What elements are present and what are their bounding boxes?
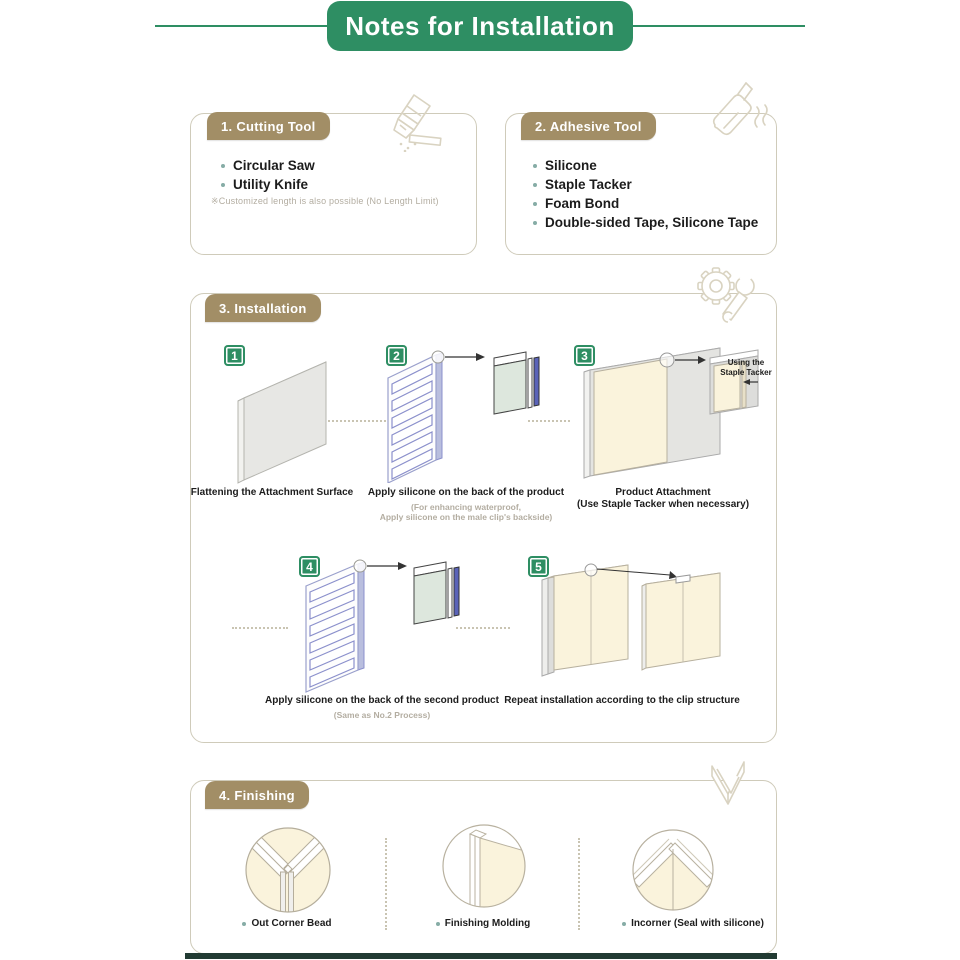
step-2-caption [356,487,576,522]
section-title-installation-label: 3. Installation [219,300,307,316]
caption-subtext: (Same as No.2 Process) [333,709,431,720]
finishing-item-caption [598,918,788,929]
out-corner-bead-diagram [243,825,333,915]
list-item [533,156,758,175]
list-item-label: Silicone [545,158,597,173]
list-item [221,156,315,175]
step-number-label: 1 [231,348,238,363]
finishing-separator [578,838,580,930]
finishing-item-caption [393,918,573,929]
step-separator [456,627,510,629]
list-item-label: Circular Saw [233,158,315,173]
footer-bar [185,953,777,959]
silicone-gun-icon [694,80,774,154]
finishing-item-caption [197,918,377,929]
caption-text: Flattening the Attachment Surface [190,487,354,498]
annotation-line: Staple Tacker [720,368,772,377]
caption-subtext: Apply silicone on the male clip's backside) [379,511,553,522]
finishing-separator [385,838,387,930]
finishing-molding-diagram [440,822,528,910]
page-title-label: Notes for Installation [345,10,615,41]
bullet-icon [622,922,626,926]
finishing-item-label: Incorner (Seal with silicone) [631,918,764,929]
caption-subtext: (For enhancing waterproof, [410,501,522,512]
step-separator [232,627,288,629]
utility-knife-icon [374,92,446,152]
list-item [533,213,758,232]
list-item-label: Staple Tacker [545,177,632,192]
section-title-adhesive [521,112,656,140]
list-item [221,175,315,194]
bullet-icon [533,221,537,225]
bullet-icon [533,164,537,168]
list-item-label: Foam Bond [545,196,620,211]
step-number-label: 2 [393,348,400,363]
caption-text: Product Attachment [615,487,711,498]
finishing-item-label: Out Corner Bead [251,918,332,929]
step-5-diagram [528,556,743,691]
caption-text: Apply silicone on the back of the second product [265,695,499,706]
section-title-cutting [207,112,330,140]
bullet-icon [242,922,246,926]
section-title-finishing [205,781,309,809]
list-item-label: Utility Knife [233,177,309,192]
section-title-adhesive-label: 2. Adhesive Tool [535,118,642,134]
step-1-caption [182,487,362,499]
gear-wrench-icon [690,258,764,330]
section-title-cutting-label: 1. Cutting Tool [221,118,316,134]
page-title [327,1,633,51]
step-3-caption [563,487,763,510]
step-5-caption [492,695,752,707]
step-3-annotation [720,358,772,378]
step-number-label: 3 [581,348,588,363]
bullet-icon [221,164,225,168]
corner-molding-icon [698,756,756,810]
caption-text: Repeat installation according to the clip structure [504,695,740,706]
bullet-icon [436,922,440,926]
step-4-caption [257,695,507,720]
section-title-finishing-label: 4. Finishing [219,787,295,803]
bullet-icon [221,183,225,187]
caption-text: Apply silicone on the back of the product [367,487,565,498]
section-title-installation [205,294,321,322]
list-item [533,194,758,213]
cutting-note: ※Customized length is also possible (No Length Limit) [211,196,439,206]
step-number-label: 4 [306,559,313,574]
list-item-label: Double-sided Tape, Silicone Tape [545,215,759,230]
bullet-icon [533,183,537,187]
list-item [533,175,758,194]
adhesive-tool-list [533,156,758,232]
bullet-icon [533,202,537,206]
finishing-item-label: Finishing Molding [444,918,531,929]
cutting-tool-list [221,156,315,194]
caption-text: (Use Staple Tacker when necessary) [576,498,750,510]
annotation-line: Using the [727,358,765,367]
step-1-diagram [228,352,343,487]
incorner-diagram [630,827,716,913]
step-separator [528,420,570,422]
step-number-label: 5 [535,559,542,574]
step-4-diagram [292,558,477,698]
step-2-diagram [376,348,551,483]
